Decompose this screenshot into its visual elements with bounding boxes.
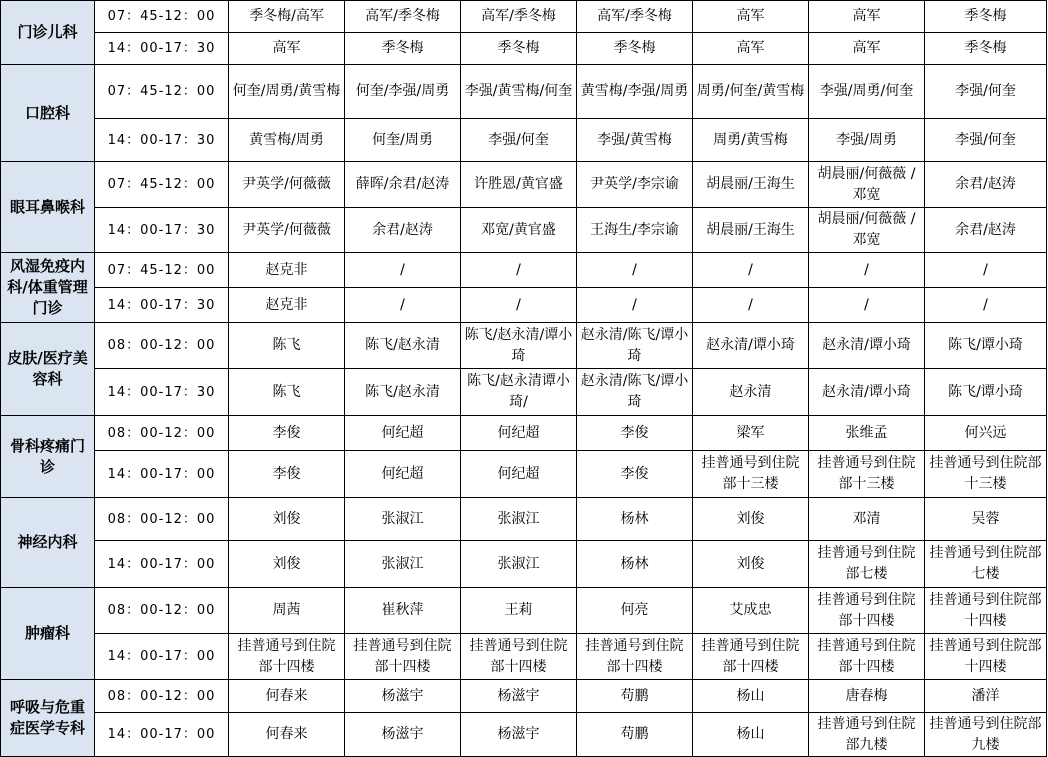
doctor-cell: 何奎/李强/周勇 xyxy=(345,65,461,119)
doctor-cell: 何春来 xyxy=(229,680,345,713)
doctor-cell: 刘俊 xyxy=(693,498,809,541)
doctor-cell: 李强/黄雪梅/何奎 xyxy=(461,65,577,119)
doctor-cell: 何纪超 xyxy=(461,416,577,451)
department-name: 骨科疼痛门诊 xyxy=(1,416,95,498)
doctor-cell: 挂普通号到住院部十三楼 xyxy=(925,451,1047,498)
doctor-cell: 胡晨丽/王海生 xyxy=(693,208,809,253)
table-row xyxy=(1,713,1047,757)
schedule-body xyxy=(1,1,1047,757)
time-slot: 07：45-12：00 xyxy=(95,253,229,288)
doctor-cell: 挂普通号到住院部九楼 xyxy=(809,713,925,757)
doctor-cell: 黄雪梅/李强/周勇 xyxy=(577,65,693,119)
doctor-cell: 周勇/黄雪梅 xyxy=(693,119,809,162)
doctor-cell: 高军 xyxy=(693,1,809,33)
doctor-cell: 邓清 xyxy=(809,498,925,541)
table-row xyxy=(1,208,1047,253)
doctor-cell: 季冬梅 xyxy=(577,33,693,65)
table-row xyxy=(1,119,1047,162)
doctor-cell: 崔秋萍 xyxy=(345,588,461,634)
doctor-cell: 周勇/何奎/黄雪梅 xyxy=(693,65,809,119)
doctor-cell: / xyxy=(345,288,461,323)
doctor-cell: 潘洋 xyxy=(925,680,1047,713)
doctor-cell: 陈飞/谭小琦 xyxy=(925,369,1047,416)
doctor-cell: 挂普通号到住院部十四楼 xyxy=(345,634,461,680)
department-name: 眼耳鼻喉科 xyxy=(1,162,95,253)
doctor-cell: 杨滋宇 xyxy=(345,680,461,713)
doctor-cell: 赵克非 xyxy=(229,253,345,288)
doctor-cell: / xyxy=(693,253,809,288)
table-row xyxy=(1,541,1047,588)
doctor-cell: / xyxy=(693,288,809,323)
doctor-cell: 何兴远 xyxy=(925,416,1047,451)
doctor-cell: 挂普通号到住院部七楼 xyxy=(809,541,925,588)
doctor-cell: 刘俊 xyxy=(693,541,809,588)
doctor-cell: 赵永清/陈飞/谭小琦 xyxy=(577,369,693,416)
doctor-cell: 李强/黄雪梅 xyxy=(577,119,693,162)
doctor-cell: 赵永清/谭小琦 xyxy=(693,323,809,369)
department-name: 口腔科 xyxy=(1,65,95,162)
department-name: 呼吸与危重症医学专科 xyxy=(1,680,95,757)
doctor-cell: 陈飞 xyxy=(229,369,345,416)
doctor-cell: 何纪超 xyxy=(461,451,577,498)
doctor-cell: 王莉 xyxy=(461,588,577,634)
doctor-cell: 杨滋宇 xyxy=(461,713,577,757)
table-row xyxy=(1,253,1047,288)
doctor-cell: 杨山 xyxy=(693,680,809,713)
table-row xyxy=(1,65,1047,119)
table-row xyxy=(1,451,1047,498)
doctor-cell: 唐春梅 xyxy=(809,680,925,713)
doctor-cell: 挂普通号到住院部十四楼 xyxy=(693,634,809,680)
doctor-cell: 高军/季冬梅 xyxy=(345,1,461,33)
doctor-cell: 挂普通号到住院部十四楼 xyxy=(925,634,1047,680)
doctor-cell: 赵克非 xyxy=(229,288,345,323)
doctor-cell: 陈飞/赵永清 xyxy=(345,369,461,416)
doctor-cell: 何奎/周勇 xyxy=(345,119,461,162)
doctor-cell: 陈飞/赵永清谭小琦/ xyxy=(461,369,577,416)
doctor-cell: 尹英学/何薇薇 xyxy=(229,208,345,253)
doctor-cell: 邓宽/黄官盛 xyxy=(461,208,577,253)
department-name: 风湿免疫内科/体重管理门诊 xyxy=(1,253,95,323)
doctor-cell: 高军 xyxy=(229,33,345,65)
doctor-cell: 何奎/周勇/黄雪梅 xyxy=(229,65,345,119)
table-row xyxy=(1,416,1047,451)
doctor-cell: 张淑江 xyxy=(461,541,577,588)
time-slot: 14：00-17：00 xyxy=(95,541,229,588)
doctor-cell: 挂普通号到住院部十四楼 xyxy=(577,634,693,680)
doctor-cell: 挂普通号到住院部十三楼 xyxy=(693,451,809,498)
doctor-cell: 挂普通号到住院部七楼 xyxy=(925,541,1047,588)
doctor-cell: 胡晨丽/王海生 xyxy=(693,162,809,208)
doctor-cell: 陈飞 xyxy=(229,323,345,369)
department-name: 神经内科 xyxy=(1,498,95,588)
doctor-cell: 杨山 xyxy=(693,713,809,757)
doctor-cell: 赵永清/谭小琦 xyxy=(809,323,925,369)
table-row xyxy=(1,588,1047,634)
doctor-cell: 杨林 xyxy=(577,541,693,588)
doctor-cell: 挂普通号到住院部十四楼 xyxy=(229,634,345,680)
doctor-cell: 吴蓉 xyxy=(925,498,1047,541)
department-name: 肿瘤科 xyxy=(1,588,95,680)
doctor-cell: 高军 xyxy=(809,33,925,65)
doctor-cell: 挂普通号到住院部九楼 xyxy=(925,713,1047,757)
doctor-cell: 余君/赵涛 xyxy=(925,208,1047,253)
table-row xyxy=(1,323,1047,369)
doctor-cell: 刘俊 xyxy=(229,541,345,588)
doctor-cell: / xyxy=(577,253,693,288)
doctor-cell: / xyxy=(925,253,1047,288)
doctor-cell: 李强/周勇 xyxy=(809,119,925,162)
doctor-cell: 李俊 xyxy=(229,416,345,451)
doctor-cell: 何纪超 xyxy=(345,416,461,451)
time-slot: 14：00-17：00 xyxy=(95,713,229,757)
time-slot: 14：00-17：30 xyxy=(95,33,229,65)
doctor-cell: 王海生/李宗谕 xyxy=(577,208,693,253)
doctor-cell: / xyxy=(461,253,577,288)
doctor-cell: 季冬梅 xyxy=(345,33,461,65)
doctor-cell: 苟鹏 xyxy=(577,680,693,713)
time-slot: 14：00-17：30 xyxy=(95,288,229,323)
doctor-cell: 李强/周勇/何奎 xyxy=(809,65,925,119)
table-row xyxy=(1,369,1047,416)
time-slot: 08：00-12：00 xyxy=(95,498,229,541)
doctor-cell: 李俊 xyxy=(577,416,693,451)
doctor-cell: 季冬梅 xyxy=(925,33,1047,65)
doctor-cell: 季冬梅/高军 xyxy=(229,1,345,33)
table-row xyxy=(1,162,1047,208)
doctor-cell: 挂普通号到住院部十四楼 xyxy=(809,634,925,680)
doctor-cell: 季冬梅 xyxy=(461,33,577,65)
doctor-cell: 高军 xyxy=(809,1,925,33)
doctor-cell: / xyxy=(461,288,577,323)
doctor-cell: 许胜恩/黄官盛 xyxy=(461,162,577,208)
doctor-cell: / xyxy=(925,288,1047,323)
doctor-cell: 余君/赵涛 xyxy=(925,162,1047,208)
table-row xyxy=(1,498,1047,541)
doctor-cell: 尹英学/李宗谕 xyxy=(577,162,693,208)
doctor-cell: 高军/季冬梅 xyxy=(577,1,693,33)
doctor-cell: 张淑江 xyxy=(345,541,461,588)
time-slot: 07：45-12：00 xyxy=(95,162,229,208)
doctor-cell: 何春来 xyxy=(229,713,345,757)
doctor-cell: 赵永清 xyxy=(693,369,809,416)
doctor-cell: 李强/何奎 xyxy=(925,119,1047,162)
doctor-cell: 李强/何奎 xyxy=(925,65,1047,119)
table-row xyxy=(1,288,1047,323)
time-slot: 08：00-12：00 xyxy=(95,416,229,451)
department-name: 门诊儿科 xyxy=(1,1,95,65)
doctor-cell: 尹英学/何薇薇 xyxy=(229,162,345,208)
doctor-cell: 挂普通号到住院部十四楼 xyxy=(809,588,925,634)
doctor-cell: 陈飞/赵永清 xyxy=(345,323,461,369)
doctor-cell: 张淑江 xyxy=(345,498,461,541)
doctor-cell: 胡晨丽/何薇薇 /邓宽 xyxy=(809,208,925,253)
doctor-cell: 赵永清/陈飞/谭小琦 xyxy=(577,323,693,369)
doctor-cell: 张淑江 xyxy=(461,498,577,541)
doctor-cell: 艾成忠 xyxy=(693,588,809,634)
doctor-cell: 刘俊 xyxy=(229,498,345,541)
doctor-cell: 陈飞/赵永清/谭小琦 xyxy=(461,323,577,369)
doctor-cell: 季冬梅 xyxy=(925,1,1047,33)
doctor-cell: 薛晖/余君/赵涛 xyxy=(345,162,461,208)
department-name: 皮肤/医疗美容科 xyxy=(1,323,95,416)
doctor-cell: 梁军 xyxy=(693,416,809,451)
doctor-cell: 陈飞/谭小琦 xyxy=(925,323,1047,369)
doctor-cell: 周茜 xyxy=(229,588,345,634)
doctor-cell: 赵永清/谭小琦 xyxy=(809,369,925,416)
table-row xyxy=(1,680,1047,713)
doctor-cell: / xyxy=(577,288,693,323)
doctor-cell: 张维孟 xyxy=(809,416,925,451)
doctor-cell: 高军/季冬梅 xyxy=(461,1,577,33)
doctor-cell: 李俊 xyxy=(229,451,345,498)
time-slot: 14：00-17：00 xyxy=(95,451,229,498)
doctor-cell: 何亮 xyxy=(577,588,693,634)
doctor-cell: 高军 xyxy=(693,33,809,65)
table-row xyxy=(1,33,1047,65)
time-slot: 07：45-12：00 xyxy=(95,65,229,119)
doctor-cell: 胡晨丽/何薇薇 /邓宽 xyxy=(809,162,925,208)
time-slot: 14：00-17：00 xyxy=(95,634,229,680)
table-row xyxy=(1,1,1047,33)
doctor-cell: 挂普通号到住院部十四楼 xyxy=(461,634,577,680)
time-slot: 14：00-17：30 xyxy=(95,119,229,162)
time-slot: 07：45-12：00 xyxy=(95,1,229,33)
doctor-cell: 杨滋宇 xyxy=(345,713,461,757)
doctor-cell: 李俊 xyxy=(577,451,693,498)
doctor-cell: 何纪超 xyxy=(345,451,461,498)
doctor-cell: 挂普通号到住院部十三楼 xyxy=(809,451,925,498)
doctor-cell: 李强/何奎 xyxy=(461,119,577,162)
doctor-cell: / xyxy=(809,253,925,288)
time-slot: 08：00-12：00 xyxy=(95,588,229,634)
doctor-cell: / xyxy=(809,288,925,323)
doctor-cell: / xyxy=(345,253,461,288)
time-slot: 14：00-17：30 xyxy=(95,369,229,416)
doctor-cell: 杨滋宇 xyxy=(461,680,577,713)
time-slot: 08：00-12：00 xyxy=(95,323,229,369)
doctor-cell: 苟鹏 xyxy=(577,713,693,757)
time-slot: 08：00-12：00 xyxy=(95,680,229,713)
doctor-cell: 挂普通号到住院部十四楼 xyxy=(925,588,1047,634)
doctor-cell: 黄雪梅/周勇 xyxy=(229,119,345,162)
doctor-cell: 杨林 xyxy=(577,498,693,541)
time-slot: 14：00-17：30 xyxy=(95,208,229,253)
doctor-cell: 余君/赵涛 xyxy=(345,208,461,253)
table-row xyxy=(1,634,1047,680)
